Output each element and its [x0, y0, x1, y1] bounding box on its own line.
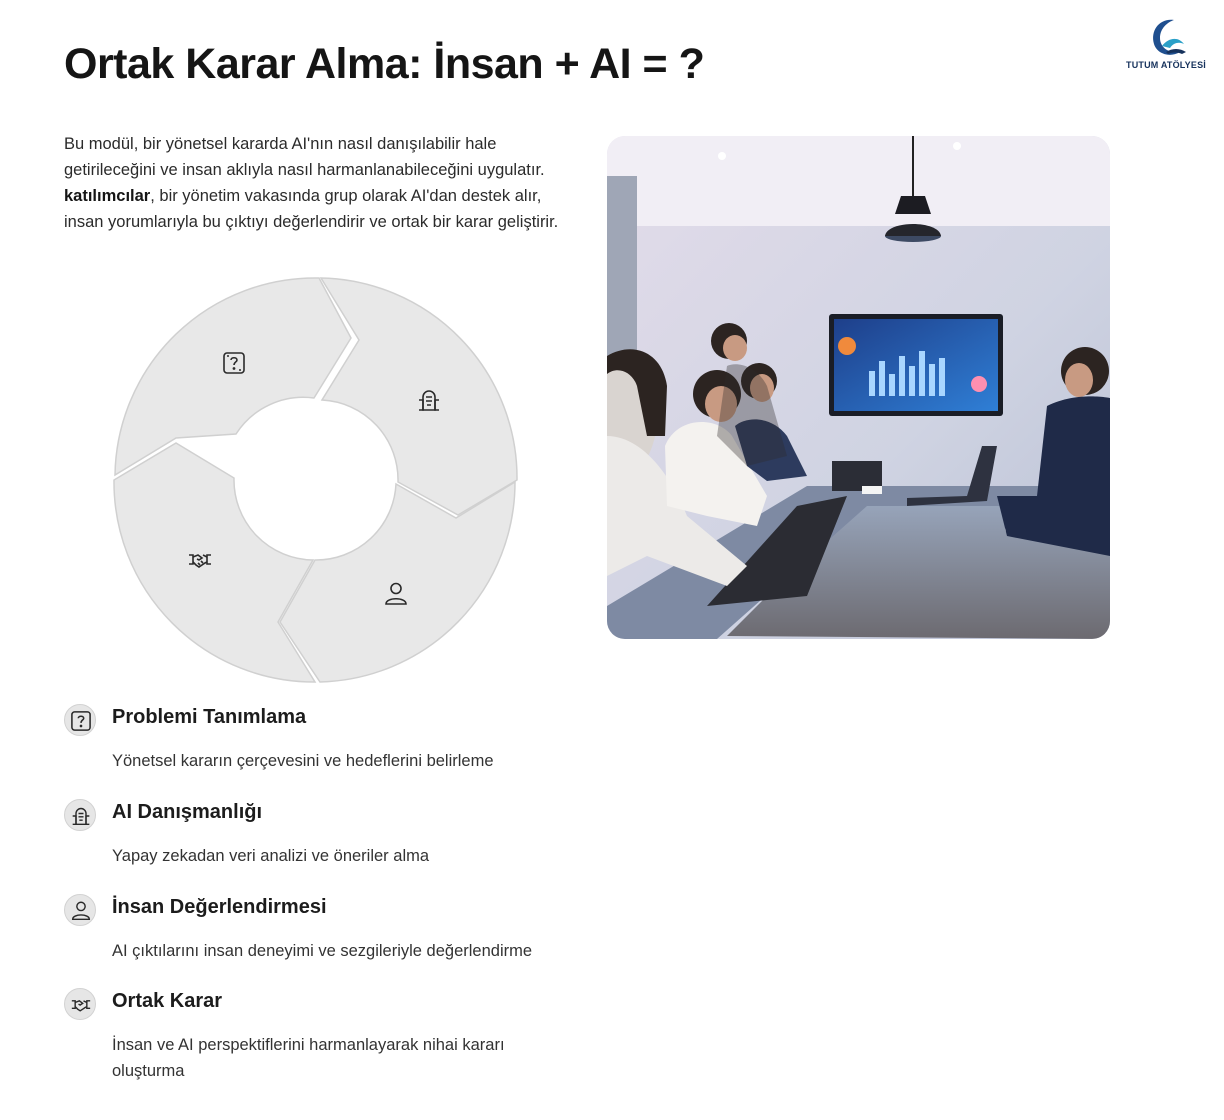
step-description: Yönetsel kararın çerçevesini ve hedeflerini belirleme	[112, 752, 494, 770]
handshake-icon	[64, 988, 96, 1020]
question-box-icon	[64, 704, 96, 736]
step-description: Yapay zekadan veri analizi ve öneriler alma	[112, 847, 430, 865]
cycle-diagram	[100, 270, 530, 690]
intro-text-2: , bir yönetim vakasında grup olarak AI'dan destek alır, insan yorumlarıyla bu çıktıyı değerlendirir ve ortak bir karar geliştirir.	[64, 187, 559, 231]
logo-mark-icon	[1124, 14, 1208, 60]
intro-text-1: Bu modül, bir yönetsel kararda AI'nın nasıl danışılabilir hale getirileceğini ve insan aklıyla nasıl harmanlanabileceğini uygulatır.	[64, 135, 545, 179]
step-title: İnsan Değerlendirmesi	[112, 896, 327, 918]
step-title: Ortak Karar	[112, 990, 223, 1012]
step-title: Problemi Tanımlama	[112, 706, 307, 728]
step-title: AI Danışmanlığı	[112, 801, 263, 823]
cycle-segment-decision	[114, 443, 315, 682]
step-description: AI çıktılarını insan deneyimi ve sezgileriyle değerlendirme	[112, 942, 533, 960]
cycle-segment-ai	[321, 278, 517, 515]
cycle-segment-problem	[115, 278, 351, 475]
cycle-segment-human	[280, 482, 515, 682]
page-title: Ortak Karar Alma: İnsan + AI = ?	[64, 40, 705, 88]
robot-icon	[64, 799, 96, 831]
brand-logo	[1124, 14, 1208, 74]
meeting-room-photo	[607, 136, 1110, 639]
intro-paragraph	[64, 131, 569, 235]
intro-bold-text: katılımcılar	[64, 187, 151, 205]
step-description: İnsan ve AI perspektiflerini harmanlayarak nihai kararı oluşturma	[112, 1036, 505, 1080]
logo-text: TUTUM ATÖLYESİ	[1126, 60, 1206, 70]
person-icon	[64, 894, 96, 926]
